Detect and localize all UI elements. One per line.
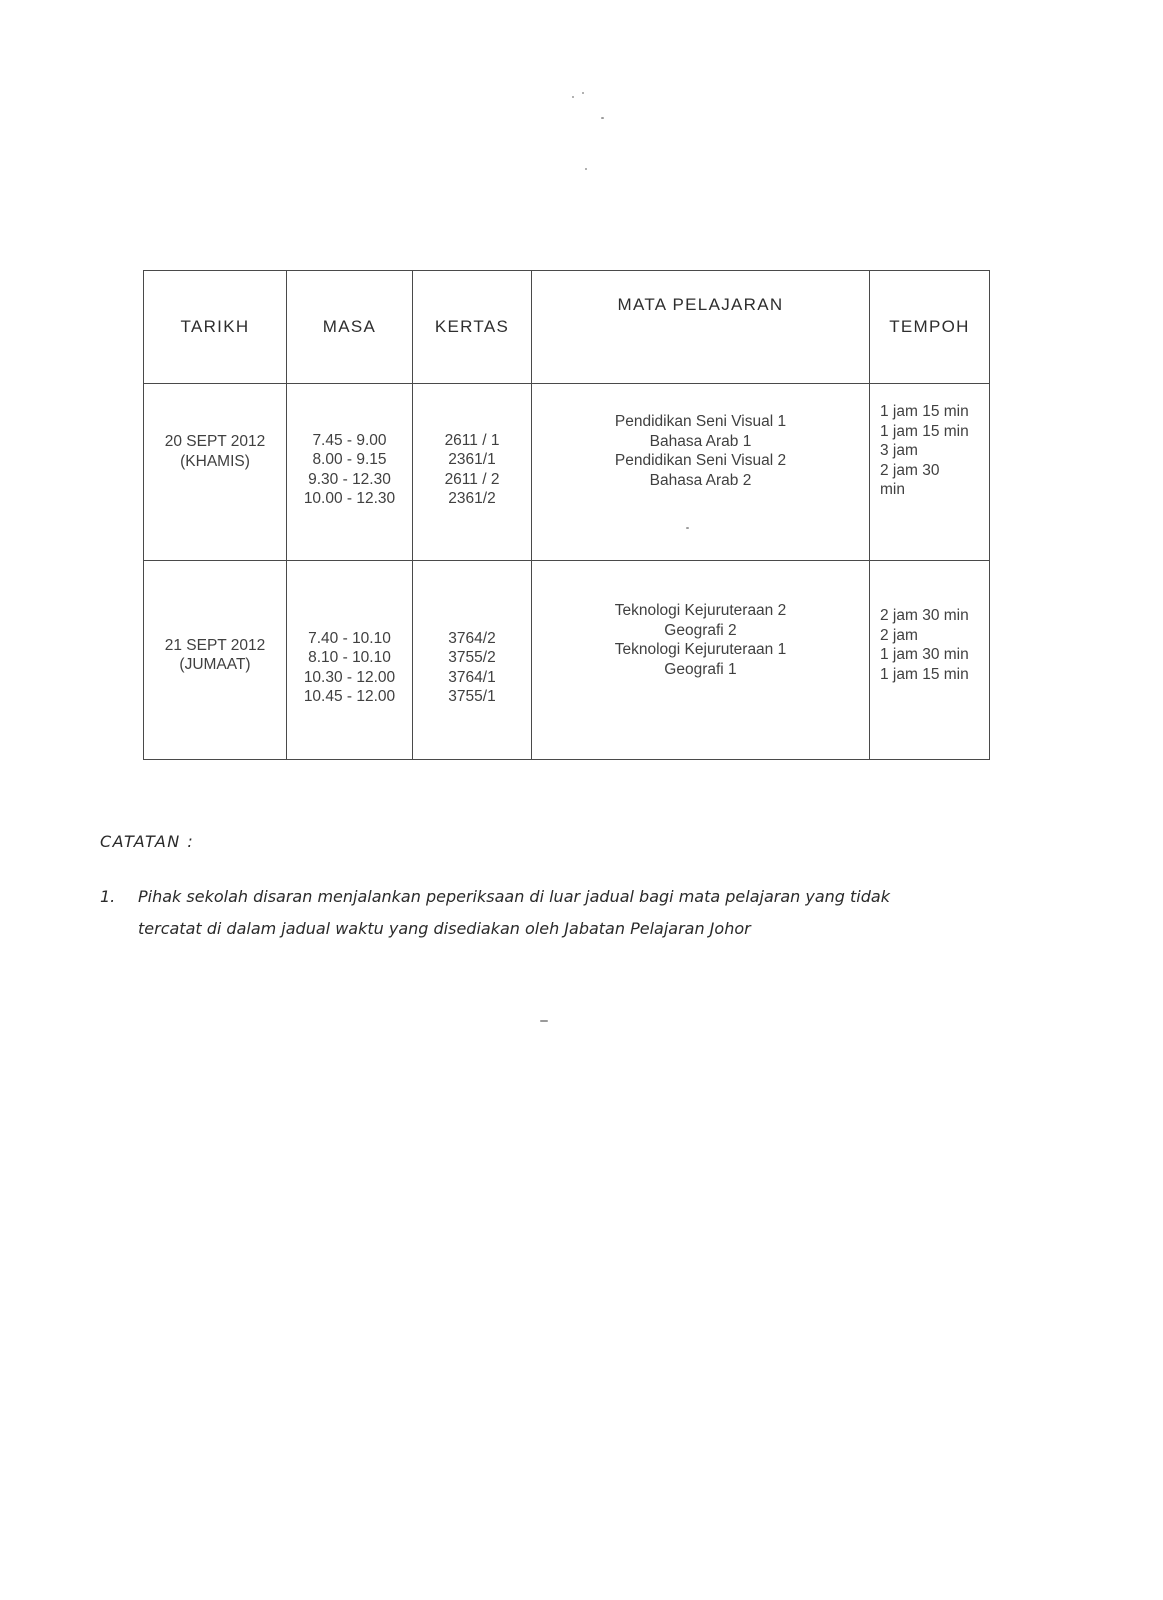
notes-section (100, 832, 1000, 945)
header-tarikh: TARIKH (144, 271, 287, 384)
cell-tarikh (144, 384, 287, 561)
cell-tempoh (870, 384, 990, 561)
date-text: 20 SEPT 2012 (164, 433, 266, 450)
time-slot: 8.10 - 10.10 (308, 649, 391, 666)
duration-text: 3 jam (880, 442, 918, 460)
duration-text: 1 jam 30 min (880, 646, 969, 663)
duration-text: 1 jam 15 min (880, 422, 969, 440)
paper-code: 3764/2 (448, 629, 496, 647)
table-header-row (144, 271, 990, 384)
day-text: (KHAMIS) (180, 452, 250, 470)
subject-name: Teknologi Kejuruteraan 2 (614, 602, 787, 619)
duration-text: 1 jam 15 min (880, 665, 969, 683)
header-masa: MASA (287, 271, 413, 384)
cell-kertas (413, 384, 532, 561)
header-tempoh: TEMPOH (870, 271, 990, 384)
notes-title: CATATAN : (100, 832, 195, 851)
date-text: 21 SEPT 2012 (164, 636, 266, 654)
subject-name: Bahasa Arab 1 (649, 432, 752, 450)
duration-text: 2 jam 30 min (880, 607, 969, 624)
scan-speck (582, 92, 584, 94)
paper-code: 2611 / 2 (444, 470, 500, 488)
note-item (100, 881, 1000, 945)
paper-code: 3755/2 (448, 649, 496, 666)
note-text: Pihak sekolah disaran menjalankan peperiksaan di luar jadual bagi mata pelajaran yang tidak tercatat di dalam jadual waktu yang disediakan oleh Jabatan Pelajaran Johor (138, 887, 890, 938)
cell-tempoh (870, 561, 990, 760)
header-mata-pelajaran: MATA PELAJARAN (532, 271, 870, 384)
time-slot: 10.30 - 12.00 (303, 668, 396, 686)
scan-speck (601, 117, 604, 119)
time-slot: 10.45 - 12.00 (303, 688, 396, 705)
paper-code: 2361/1 (448, 451, 496, 468)
duration-text: 2 jam 30 (880, 461, 940, 479)
paper-code: 2361/2 (448, 490, 496, 507)
scan-speck (572, 96, 574, 98)
subject-name: Bahasa Arab 2 (649, 471, 752, 489)
time-slot: 8.00 - 9.15 (312, 451, 387, 468)
cell-tarikh (144, 561, 287, 760)
time-slot: 9.30 - 12.30 (308, 470, 391, 488)
scan-speck (585, 168, 587, 170)
cell-mata-pelajaran (532, 384, 870, 561)
paper-code: 3755/1 (448, 688, 496, 705)
day-text: (JUMAAT) (179, 656, 251, 673)
cell-mata-pelajaran (532, 561, 870, 760)
exam-schedule-table (143, 270, 990, 760)
scan-speck (540, 1020, 548, 1022)
paper-code: 3764/1 (448, 668, 496, 686)
header-kertas: KERTAS (413, 271, 532, 384)
duration-text: min (880, 481, 905, 499)
time-slot: 7.45 - 9.00 (312, 431, 387, 449)
duration-text: 2 jam (880, 626, 918, 644)
duration-text: 1 jam 15 min (880, 403, 969, 421)
subject-name: Geografi 1 (664, 660, 737, 678)
cell-kertas (413, 561, 532, 760)
table-row (144, 384, 990, 561)
subject-name: Pendidikan Seni Visual 1 (614, 413, 787, 430)
table-row (144, 561, 990, 760)
subject-name: Pendidikan Seni Visual 2 (614, 452, 787, 469)
time-slot: 10.00 - 12.30 (303, 490, 396, 507)
cell-masa (287, 561, 413, 760)
paper-code: 2611 / 1 (444, 431, 500, 449)
subject-name: Geografi 2 (664, 621, 737, 639)
cell-masa (287, 384, 413, 561)
subject-name: Teknologi Kejuruteraan 1 (614, 641, 787, 658)
time-slot: 7.40 - 10.10 (308, 629, 391, 647)
note-number: 1. (100, 887, 116, 906)
